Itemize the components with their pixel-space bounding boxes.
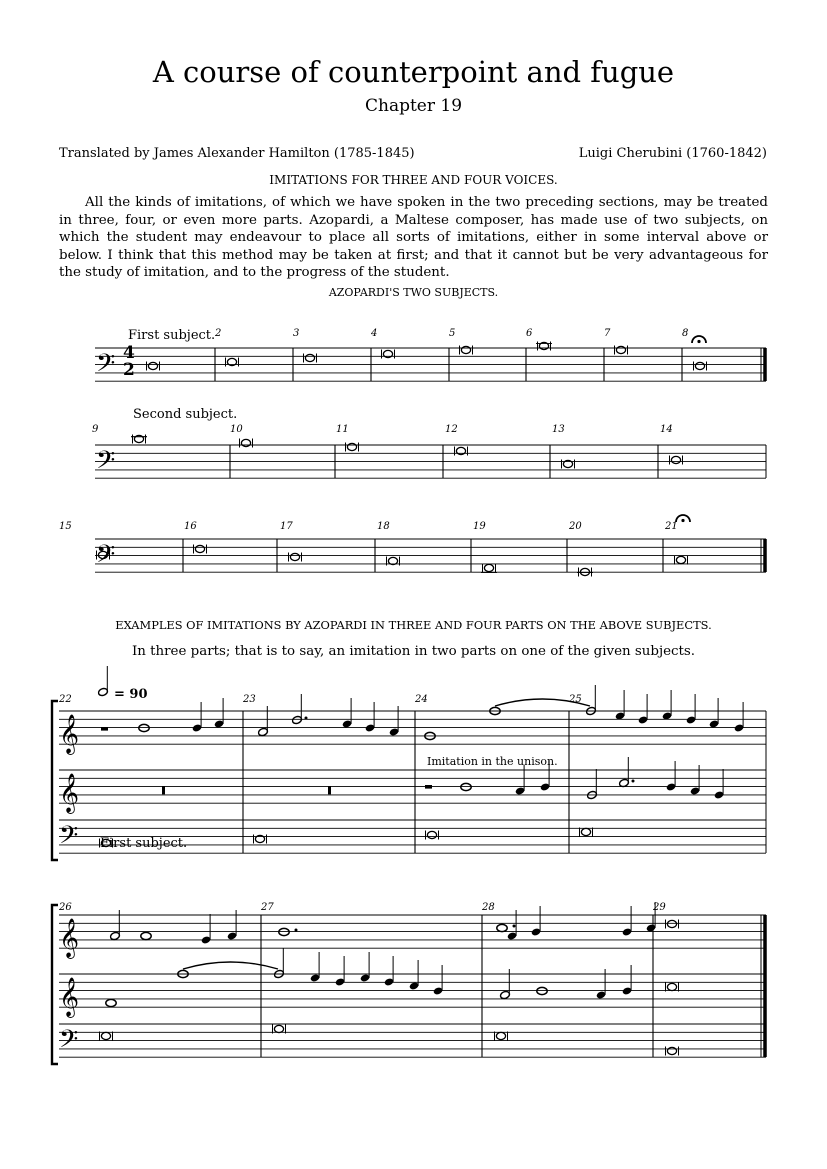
whole-note [497,924,507,931]
quarter-note [714,769,724,800]
measure-number: 5 [449,328,456,339]
breve-note [615,346,628,355]
breve-note [194,545,207,554]
measure-number: 2 [215,328,222,339]
measure-number: 23 [243,694,256,705]
quarter-note [734,702,744,733]
quarter-note [409,960,419,991]
quarter-note [365,702,375,733]
quarter-note [192,702,202,733]
staff-lines [59,348,766,1057]
treble-clef-icon: 𝄞 [59,714,80,754]
measure-number: 17 [280,521,293,532]
quarter-note [622,965,632,996]
measure-number: 3 [293,328,300,339]
measure-number: 10 [230,424,243,435]
breve-note [495,1032,508,1041]
measure-number: 21 [665,521,678,532]
translator-credit: Translated by James Alexander Hamilton (1785-1845) [59,146,415,161]
system-bracket [52,905,58,1064]
dot [295,929,298,932]
time-signature-top: 4 [123,343,135,363]
measure-number: 15 [59,521,72,532]
breve-note [675,556,688,565]
examples-note: In three parts; that is to say, an imitation in two parts on one of the given subjects. [131,644,696,659]
quarter-note [666,761,676,792]
quarter-note [531,906,541,937]
measure-number: 11 [336,424,349,435]
measure-number: 16 [184,521,197,532]
first-subject-label: First subject. [128,328,216,343]
tie [183,962,278,969]
bass-clef-icon: 𝄢 [59,821,79,856]
breve-note [226,358,239,367]
breve-note [538,342,551,351]
breve-note [666,1047,679,1056]
bass-subject-label: First subject. [100,836,188,851]
measure-number: 13 [552,424,565,435]
whole-note [141,932,151,939]
measure-number: 12 [445,424,458,435]
measure-number: 6 [526,328,533,339]
score-texts [52,328,688,1064]
breve-rest [328,786,331,794]
breve-note [483,564,496,573]
measure-number: 22 [59,694,72,705]
breve-note [133,435,146,444]
whole-note [106,999,116,1006]
breve-note [382,350,395,359]
subjects-heading: AZOPARDI'S TWO SUBJECTS. [328,286,499,299]
quarter-note [638,694,648,725]
breve-note [100,1032,113,1041]
breve-note [580,828,593,837]
page-title: A course of counterpoint and fugue [152,55,675,89]
fermata-icon [692,336,706,343]
measure-number: 4 [371,328,378,339]
breve-rest [162,786,165,794]
treble-clef-icon: 𝄞 [59,918,80,958]
examples-heading: EXAMPLES OF IMITATIONS BY AZOPARDI IN THREE AND FOUR PARTS ON THE ABOVE SUBJECTS. [115,618,712,632]
measure-number: 24 [415,694,428,705]
measure-number: 8 [682,328,689,339]
half-rest [425,785,432,789]
treble-clef-icon: 𝄞 [59,773,80,813]
second-subject-label: Second subject. [133,407,238,422]
bass-clef-icon: 𝄢 [59,1025,79,1060]
quarter-note [662,690,672,721]
quarter-note [384,956,394,987]
measure-number: 18 [377,521,390,532]
quarter-note [709,698,719,729]
quarter-note [342,698,352,729]
treble-clef-icon: 𝄞 [59,977,80,1017]
dot [513,925,516,928]
breve-note [562,460,575,469]
bass-clef-icon: 𝄢 [96,446,116,481]
measure-number: 20 [569,521,582,532]
half-note [98,666,109,697]
breve-note [147,362,160,371]
measure-number: 14 [660,424,673,435]
measure-number: 19 [473,521,486,532]
breve-note [455,447,468,456]
composer-credit: Luigi Cherubini (1760-1842) [578,146,767,161]
quarter-note [433,965,443,996]
breve-note [666,920,679,929]
quarter-note [622,906,632,937]
quarter-note [310,952,320,983]
quarter-note [686,694,696,725]
quarter-note [335,956,345,987]
measure-number: 7 [604,328,611,339]
breve-note [670,456,683,465]
bass-clef-icon: 𝄢 [96,349,116,384]
breve-note [460,346,473,355]
tempo-mark: = 90 [114,687,148,702]
system-bracket [52,701,58,860]
measure-number: 28 [482,902,495,913]
breve-note [304,354,317,363]
time-signature-bottom: 2 [123,360,135,380]
breve-note [694,362,707,371]
intro-paragraph: All the kinds of imitations, of which we have spoken in the two preceding sections, may be treated in three, four, or even more parts. Azopardi, a Maltese composer, has made use of two subjects, on which the student may endeavour to place all sorts of imitations, either in some interval above or below. I think that this method may be taken at first; and that it cannot but be very advantageous for the study of imitation, and to the progress of the student. [59,195,768,280]
quarter-note [615,690,625,721]
imitation-label: Imitation in the unison. [427,755,558,768]
section-heading: IMITATIONS FOR THREE AND FOUR VOICES. [269,173,558,187]
half-note [292,694,308,725]
quarter-note [201,914,211,945]
measure-number: 9 [92,424,99,435]
measure-number: 26 [59,902,72,913]
breve-note [240,439,253,448]
breve-note [426,831,439,840]
breve-note [254,835,267,844]
measure-number: 27 [261,902,274,913]
barlines [183,348,766,1057]
page-subtitle: Chapter 19 [364,96,463,116]
measure-number: 29 [653,902,666,913]
quarter-note [360,952,370,983]
breve-note [289,553,302,562]
half-rest [101,727,108,731]
half-note [619,757,635,788]
bass-clef-icon: 𝄢 [96,540,116,575]
quarter-note [214,698,224,729]
measure-number: 25 [569,694,582,705]
fermata-icon [676,515,690,522]
breve-note [346,443,359,452]
